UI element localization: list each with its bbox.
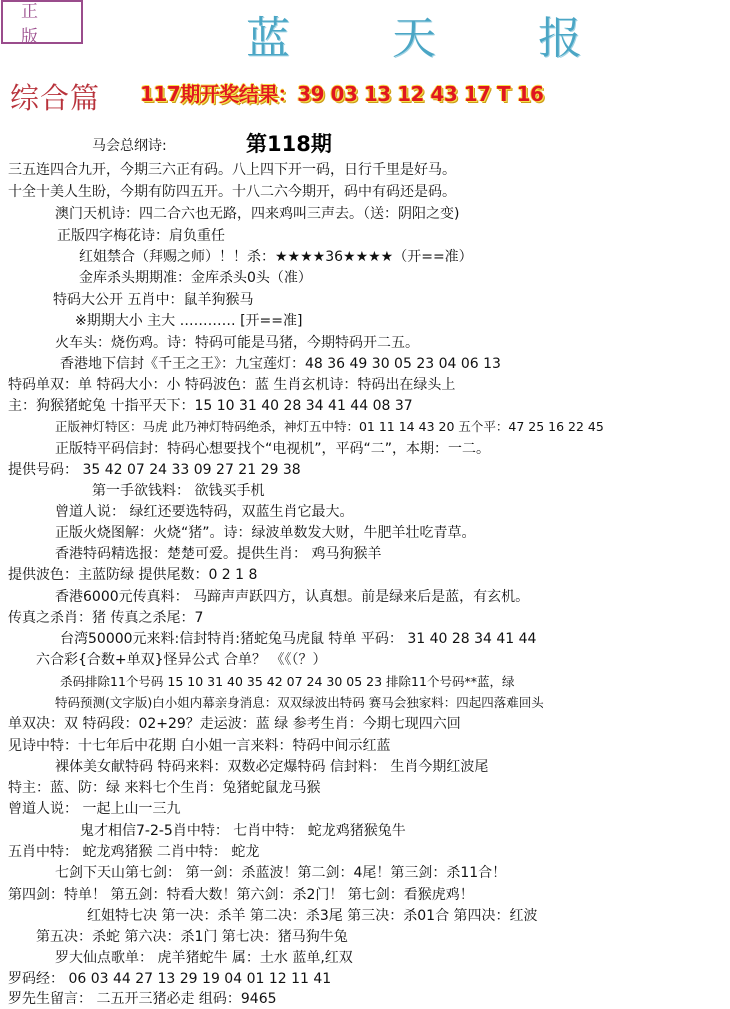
text-line: 单双决：双 特码段：02+29？走运波：蓝 绿 参考生肖：今期七现四六回: [8, 716, 461, 732]
text-line: 红姐特七决 第一决：杀羊 第二决：杀3尾 第三决：杀01合 第四决：红波: [87, 908, 538, 924]
text-line: 裸体美女献特码 特码来料：双数必定爆特码 信封料： 生肖今期红波尾: [55, 759, 489, 775]
text-line: 红姐禁合（拜赐之师）！！杀：★★★★36★★★★（开==准）: [79, 249, 473, 265]
text-line: 火车头：烧伤鸡。诗：特码可能是马猪，今期特码开二五。: [55, 335, 419, 351]
text-line: 六合彩{合数+单双}怪异公式 合单？ 《《（？）: [36, 652, 327, 668]
text-line: 特码预测(文字版)白小姐内幕亲身消息：双双绿波出特码 赛马会独家料：四起四落难回头: [55, 695, 544, 710]
text-line: 五肖中特： 蛇龙鸡猪猴 二肖中特： 蛇龙: [8, 844, 260, 860]
text-line: 罗先生留言： 二五开三猪必走 组码：9465: [8, 991, 277, 1007]
text-line: 罗码经： 06 03 44 27 13 29 19 04 01 12 11 41: [8, 971, 332, 987]
text-line: 金库杀头期期准：金库杀头0头（准）: [79, 270, 312, 286]
text-line: 特码大公开 五肖中：鼠羊狗猴马: [53, 292, 254, 308]
draw-results: 117期开奖结果：39 03 13 12 43 17 T 16: [140, 82, 544, 106]
text-line: 香港特码精选报：楚楚可爱。提供生肖： 鸡马狗猴羊: [55, 546, 382, 562]
text-line: 曾道人说： 一起上山一三九: [8, 801, 181, 817]
text-line: 特码单双：单 特码大小：小 特码波色：蓝 生肖玄机诗：特码出在绿头上: [8, 377, 456, 393]
text-line: 传真之杀肖：猪 传真之杀尾：7: [8, 610, 204, 626]
section-heading: 综合篇: [10, 81, 101, 115]
issue-number: 第118期: [246, 132, 332, 156]
text-line: 杀码排除11个号码 15 10 31 40 35 42 07 24 30 05 23 排除11个号码**蓝，绿: [60, 674, 515, 689]
text-line: 正版四字梅花诗：肩负重任: [57, 228, 225, 244]
text-line: 香港地下信封《千王之王》：九宝莲灯：48 36 49 30 05 23 04 06 13: [60, 356, 501, 372]
text-line: 三五连四合九开，今期三六正有码。八上四下开一码，日行千里是好马。: [8, 162, 456, 178]
text-line: 鬼才相信7-2-5肖中特： 七肖中特： 蛇龙鸡猪猴兔牛: [80, 823, 406, 839]
text-line: 第一手欲钱料： 欲钱买手机: [92, 483, 265, 499]
text-line: 第四剑：特单！ 第五剑：特看大数！第六剑：杀2门！ 第七剑：看猴虎鸡！: [8, 887, 474, 903]
text-line: 马会总纲诗:: [92, 138, 167, 154]
text-line: 主：狗猴猪蛇兔 十指平天下：15 10 31 40 28 34 41 44 08 37: [8, 398, 413, 414]
text-line: 见诗中特：十七年后中花期 白小姐一言来料：特码中间示红蓝: [8, 738, 391, 754]
authentic-badge: 正 版: [1, 0, 83, 44]
text-line: 正版神灯特区：马虎 此乃神灯特码绝杀，神灯五中特：01 11 14 43 20 五个平：47 25 16 22 45: [55, 419, 604, 434]
text-line: 七剑下天山第七剑： 第一剑：杀蓝波！第二剑：4尾！第三剑：杀11合！: [55, 865, 507, 881]
text-line: 香港6000元传真料： 马蹄声声跃四方，认真想。前是绿来后是蓝，有玄机。: [55, 589, 530, 605]
text-line: 正版特平码信封：特码心想要找个“电视机”，平码“二”，本期：一二。: [55, 441, 491, 457]
text-line: 正版火烧图解：火烧“猪”。诗：绿波单数发大财，牛肥羊壮吃青草。: [55, 525, 476, 541]
text-line: 台湾50000元来料:信封特肖:猪蛇兔马虎鼠 特单 平码： 31 40 28 34 41 44: [60, 631, 537, 647]
newspaper-title: 蓝 天 报: [246, 13, 626, 64]
text-line: 第五决：杀蛇 第六决：杀1门 第七决：猪马狗牛兔: [36, 929, 348, 945]
text-line: 十全十美人生盼，今期有防四五开。十八二六今期开，码中有码还是码。: [8, 184, 456, 200]
text-line: 特主：蓝、防：绿 来料七个生肖：兔猪蛇鼠龙马猴: [8, 780, 321, 796]
text-line: 提供号码： 35 42 07 24 33 09 27 21 29 38: [8, 462, 301, 478]
text-line: 澳门天机诗：四二合六也无路，四来鸡叫三声去。（送：阴阳之变): [55, 206, 460, 222]
text-line: ※期期大小 主大 ………… [开==准]: [75, 313, 303, 329]
text-line: 罗大仙点歌单： 虎羊猪蛇牛 属：土水 蓝单,红双: [55, 950, 353, 966]
text-line: 曾道人说： 绿红还要选特码，双蓝生肖它最大。: [55, 504, 354, 520]
text-line: 提供波色：主蓝防绿 提供尾数：0 2 1 8: [8, 567, 258, 583]
